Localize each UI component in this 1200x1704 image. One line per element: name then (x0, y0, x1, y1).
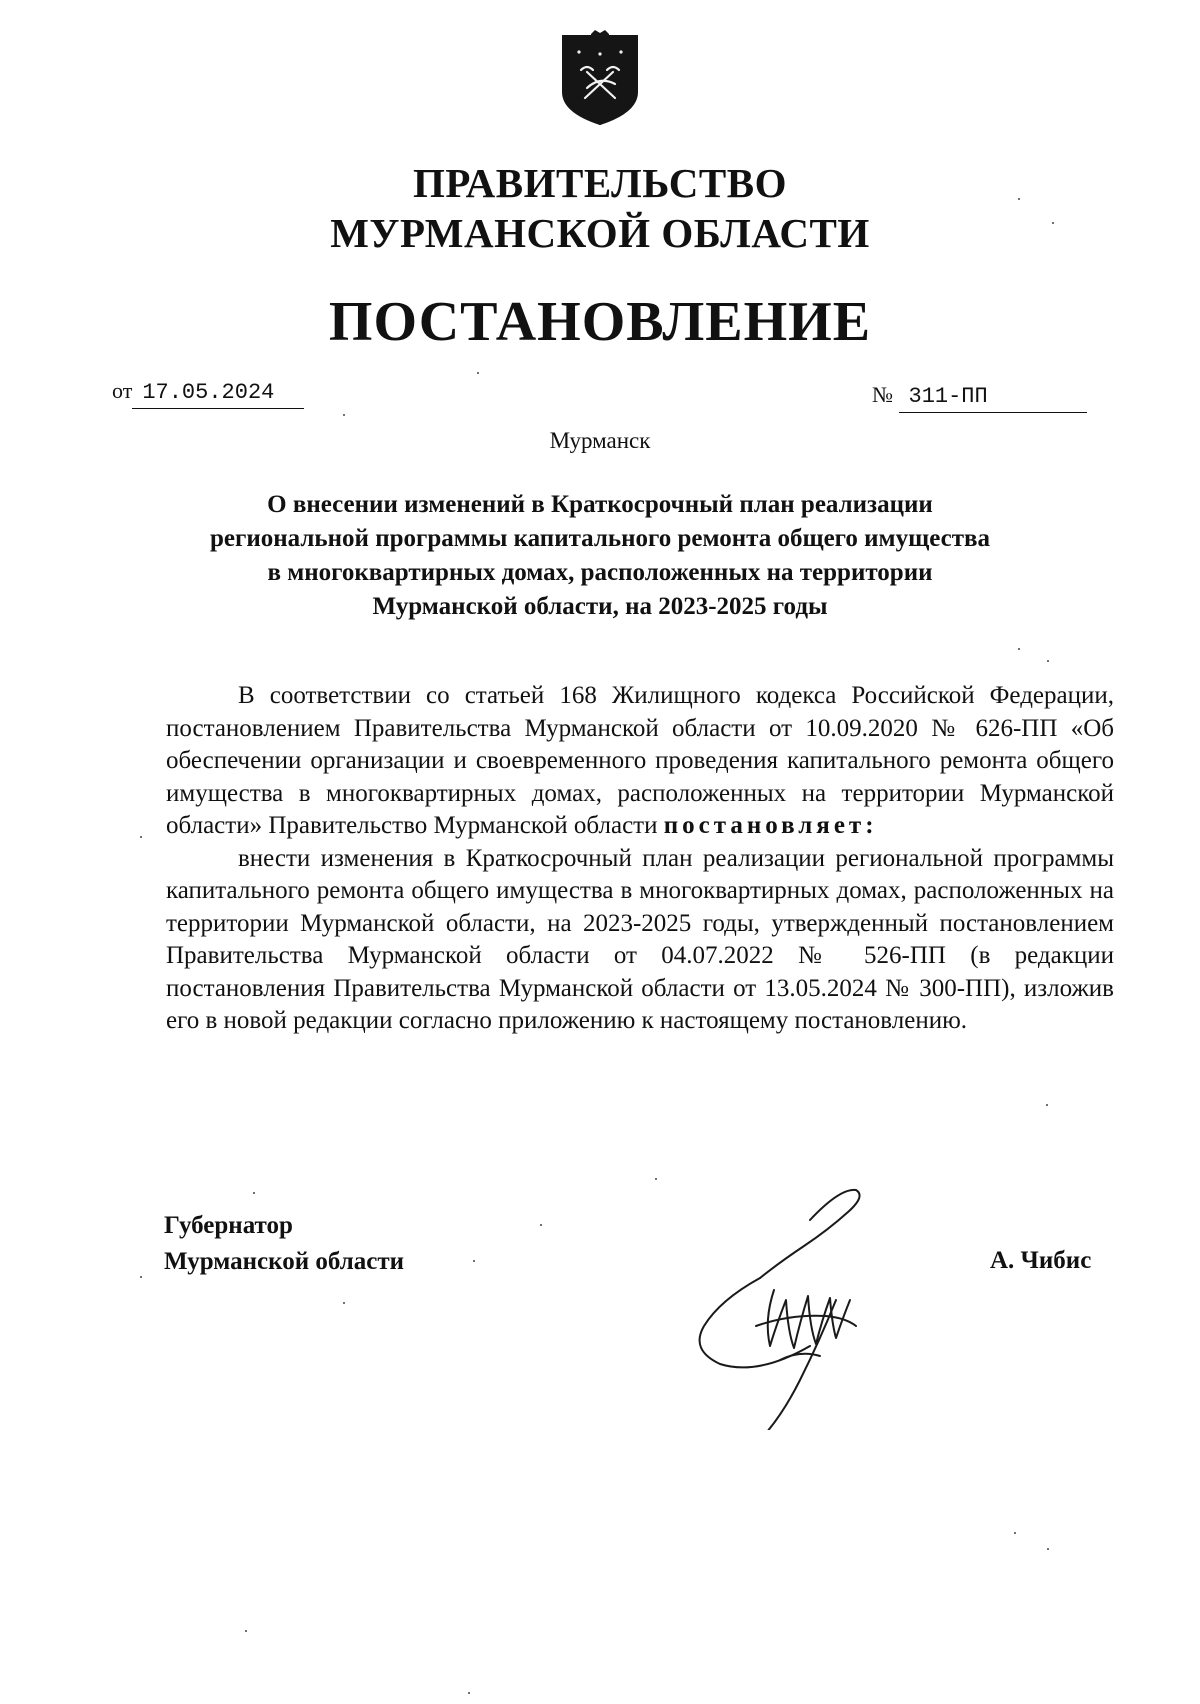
scan-speck (655, 1178, 657, 1180)
document-date (112, 376, 304, 409)
date-prefix: от (112, 378, 133, 403)
handwritten-signature (660, 1150, 940, 1430)
scan-speck (343, 1302, 345, 1304)
signer-position-line-1: Губернатор (164, 1212, 293, 1239)
scan-speck (140, 1276, 142, 1278)
scan-speck (468, 1692, 470, 1694)
resolution-verb: постановляет: (663, 812, 878, 839)
scan-speck (253, 1192, 255, 1194)
body-paragraph-1 (166, 680, 1114, 843)
scan-speck (140, 836, 142, 838)
number-prefix: № (872, 382, 893, 407)
scan-speck (1014, 1532, 1016, 1534)
scan-speck (540, 1224, 542, 1226)
title-line-4: Мурманской области, на 2023-2025 годы (372, 593, 828, 620)
title-line-1: О внесении изменений в Краткосрочный план реализации (267, 491, 933, 518)
signer-name: А. Чибис (990, 1247, 1092, 1274)
scan-speck (1047, 660, 1049, 662)
title-line-3: в многоквартирных домах, расположенных на территории (267, 559, 933, 586)
signer-position-line-2: Мурманской области (164, 1248, 405, 1275)
date-value: 17.05.2024 (132, 378, 304, 409)
scan-speck (1047, 1548, 1049, 1550)
document-body (166, 680, 1114, 1038)
authority-line-1: ПРАВИТЕЛЬСТВО (412, 160, 788, 206)
document-number (872, 380, 1087, 413)
paragraph-1-text: В соответствии со статьей 168 Жилищного кодекса Российской Федерации, постановлением Правительства Мурманской области от 10.09.2020 № 626-ПП «Об обеспечении организации и своевременного проведения капитального ремонта общего имущества в многоквартирных домах, расположенных на территории Мурманской области» Правительство Мурманской области (166, 682, 1114, 839)
scan-speck (473, 1260, 475, 1262)
scan-speck (1052, 222, 1054, 224)
scan-speck (343, 414, 345, 416)
scan-speck (1046, 1104, 1048, 1106)
title-line-2: региональной программы капитального ремонта общего имущества (210, 525, 990, 552)
coat-of-arms-icon (557, 30, 643, 128)
document-type-heading: ПОСТАНОВЛЕНИЕ (328, 291, 872, 353)
city: Мурманск (549, 428, 651, 453)
issuing-authority (0, 158, 1200, 258)
scan-speck (1018, 198, 1020, 200)
scan-speck (1018, 648, 1020, 650)
body-paragraph-2: внести изменения в Краткосрочный план реализации региональной программы капитального ремонта общего имущества в многоквартирных домах, расположенных на территории Мурманской области, на 2023-2025 годы, утвержденный постановлением Правительства Мурманской области от 04.07.2022 № 526-ПП (в редакции постановления Правительства Мурманской области от 13.05.2024 № 300-ПП), изложив его в новой редакции согласно приложению к настоящему постановлению. (166, 844, 1114, 1034)
signer-position (164, 1208, 404, 1280)
scan-speck (245, 1630, 247, 1632)
scan-speck (477, 372, 479, 374)
number-value: 311-ПП (899, 382, 1087, 413)
authority-line-2: МУРМАНСКОЙ ОБЛАСТИ (330, 210, 870, 256)
document-title (160, 488, 1040, 624)
